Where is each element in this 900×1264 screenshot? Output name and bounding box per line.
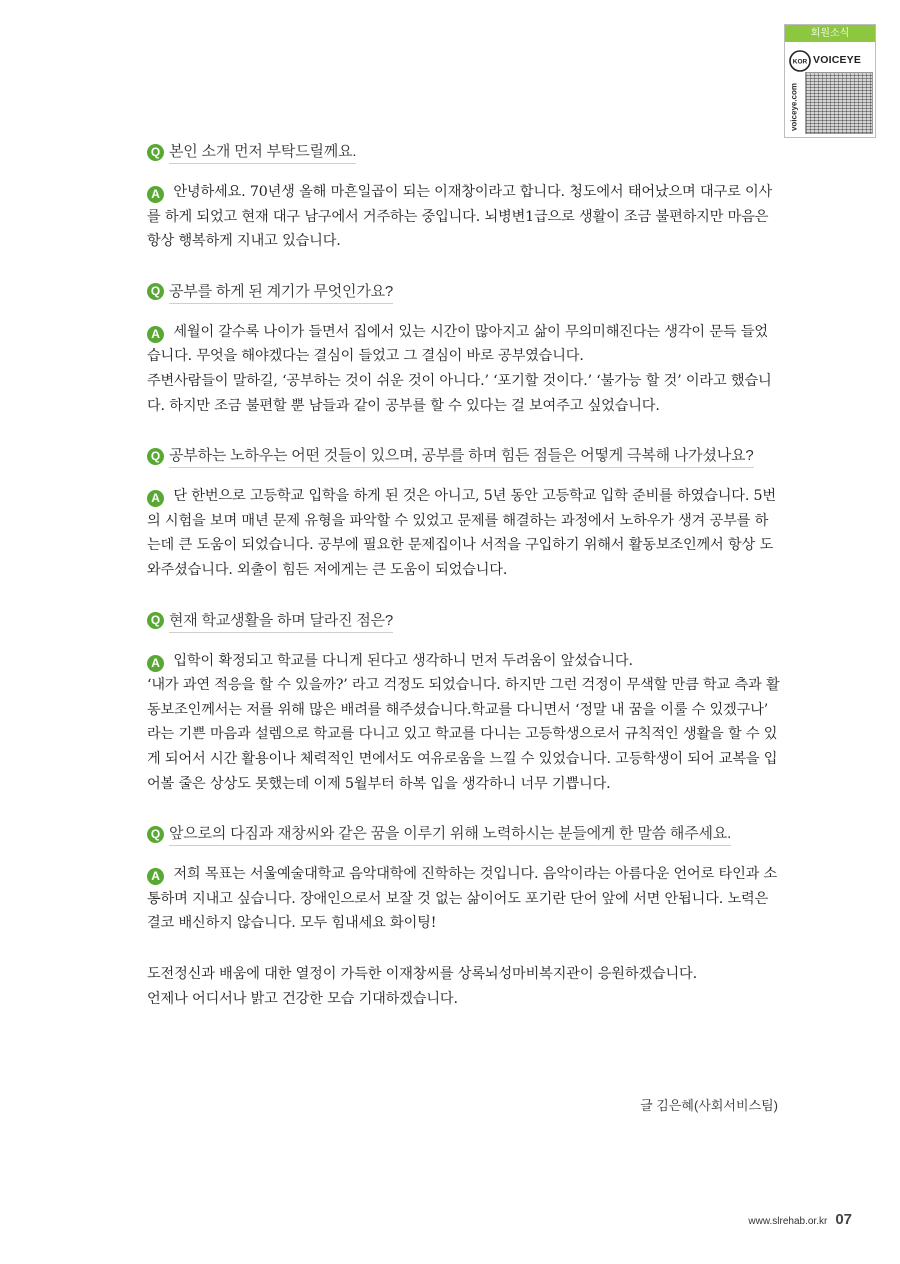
voiceye-box bbox=[784, 24, 876, 138]
answer-mark-icon: A bbox=[147, 868, 164, 885]
answer-text: 단 한번으로 고등학교 입학을 하게 된 것은 아니고, 5년 동안 고등학교 입학 준비를 하였습니다. 5번의 시험을 보며 매년 문제 유형을 파악할 수 있었고 문제를 해결하는 과정에서 노하우가 생겨 공부를 하는데 큰 도움이 되었습니다. 공부에 필요한 문제집이나 서적을 구입하기 위해서 활동보조인께서 항상 도와주셨습니다. 외출이 힘든 저에게는 큰 도움이 되었습니다. bbox=[147, 488, 776, 578]
question bbox=[147, 444, 780, 468]
question-mark-icon: Q bbox=[147, 826, 164, 843]
answer bbox=[147, 484, 780, 582]
qa-item bbox=[147, 444, 780, 582]
closing-line: 언제나 어디서나 밝고 건강한 모습 기대하겠습니다. bbox=[147, 990, 458, 1007]
answer-paragraph: 주변사람들이 말하길, ‘공부하는 것이 쉬운 것이 아니다.’ ‘포기할 것이다.’ ‘불가능 할 것’ 이라고 했습니다. 하지만 조금 불편할 뿐 남들과 같이 공부를 할 수 있다는 걸 보여주고 싶었습니다. bbox=[147, 372, 772, 414]
qa-item bbox=[147, 822, 780, 936]
interview-content bbox=[147, 140, 780, 1012]
question-text: 본인 소개 먼저 부탁드릴께요. bbox=[169, 140, 356, 164]
answer-paragraph: ‘내가 과연 적응을 할 수 있을까?’ 라고 걱정도 되었습니다. 하지만 그런 걱정이 무색할 만큼 학교 측과 활동보조인께서는 저를 위해 많은 배려를 해주셨습니다.학교를 다니면서 ‘정말 내 꿈을 이룰 수 있겠구나’ 라는 기쁜 마음과 설렘으로 학교를 다니고 있고 학교를 다니는 고등학생으로서 규칙적인 생활을 할 수 있게 되어서 시간 활용이나 체력적인 면에서도 여유로움을 느낄 수 있었습니다. 고등학생이 되어 교복을 입어볼 줄은 상상도 못했는데 이제 5월부터 하복 입을 생각하니 너무 기쁩니다. bbox=[147, 677, 780, 792]
closing-message bbox=[147, 962, 780, 1012]
answer-text: 저희 목표는 서울예술대학교 음악대학에 진학하는 것입니다. 음악이라는 아름다운 언어로 타인과 소통하며 지내고 싶습니다. 장애인으로서 보잘 것 없는 삶이어도 포기란 단어 앞에 서면 안됩니다. 노력은 결코 배신하지 않습니다. 모두 힘내세요 화이팅! bbox=[147, 866, 778, 932]
page-number: 07 bbox=[835, 1211, 852, 1228]
voiceye-logo-icon bbox=[789, 50, 811, 72]
answer-text: 세월이 갈수록 나이가 들면서 집에서 있는 시간이 많아지고 삶이 무의미해진다는 생각이 문득 들었습니다. 무엇을 해야겠다는 결심이 들었고 그 결심이 바로 공부였습니다. bbox=[147, 323, 768, 365]
question bbox=[147, 140, 780, 164]
voiceye-barcode[interactable] bbox=[805, 72, 873, 134]
voiceye-wordmark: VOICEYE bbox=[813, 54, 862, 66]
qa-item bbox=[147, 609, 780, 797]
answer-mark-icon: A bbox=[147, 655, 164, 672]
answer-text: 안녕하세요. 70년생 올해 마흔일곱이 되는 이재창이라고 합니다. 청도에서 태어났으며 대구로 이사를 하게 되었고 현재 대구 남구에서 거주하는 중입니다. 뇌병변1급으로 생활이 조금 불편하지만 마음은 항상 행복하게 지내고 있습니다. bbox=[147, 184, 773, 250]
qa-item bbox=[147, 140, 780, 254]
answer bbox=[147, 320, 780, 418]
answer-mark-icon: A bbox=[147, 186, 164, 203]
voiceye-logo-text: KOR bbox=[792, 58, 808, 66]
question-text: 앞으로의 다짐과 재창씨와 같은 꿈을 이루기 위해 노력하시는 분들에게 한 말씀 해주세요. bbox=[169, 822, 731, 846]
answer-mark-icon: A bbox=[147, 326, 164, 343]
question-mark-icon: Q bbox=[147, 612, 164, 629]
footer-url[interactable]: www.slrehab.or.kr bbox=[748, 1216, 828, 1227]
voiceye-code-area bbox=[785, 42, 877, 138]
answer bbox=[147, 862, 780, 936]
page-footer bbox=[748, 1211, 852, 1228]
question-mark-icon: Q bbox=[147, 144, 164, 161]
question-mark-icon: Q bbox=[147, 283, 164, 300]
answer-paragraph bbox=[147, 862, 780, 936]
qa-item bbox=[147, 280, 780, 418]
question-text: 공부하는 노하우는 어떤 것들이 있으며, 공부를 하며 힘든 점들은 어떻게 극복해 나가셨나요? bbox=[169, 444, 754, 468]
question bbox=[147, 822, 780, 846]
answer-paragraph bbox=[147, 649, 780, 674]
question-text: 현재 학교생활을 하며 달라진 점은? bbox=[169, 609, 393, 633]
answer bbox=[147, 180, 780, 254]
answer-mark-icon: A bbox=[147, 490, 164, 507]
voiceye-side-label bbox=[787, 80, 801, 134]
answer-paragraph bbox=[147, 320, 780, 369]
question bbox=[147, 609, 780, 633]
author-credit: 글 김은혜(사회서비스팀) bbox=[640, 1098, 778, 1113]
answer-text: 입학이 확정되고 학교를 다니게 된다고 생각하니 먼저 두려움이 앞섰습니다. bbox=[173, 652, 633, 669]
answer-paragraph bbox=[147, 484, 780, 582]
closing-line: 도전정신과 배움에 대한 열정이 가득한 이재창씨를 상록뇌성마비복지관이 응원하겠습니다. bbox=[147, 965, 697, 982]
answer bbox=[147, 649, 780, 797]
answer-paragraph bbox=[147, 180, 780, 254]
question bbox=[147, 280, 780, 304]
question-text: 공부를 하게 된 계기가 무엇인가요? bbox=[169, 280, 393, 304]
section-badge: 회원소식 bbox=[785, 25, 875, 42]
question-mark-icon: Q bbox=[147, 448, 164, 465]
voiceye-url: voiceye.com bbox=[789, 82, 799, 132]
